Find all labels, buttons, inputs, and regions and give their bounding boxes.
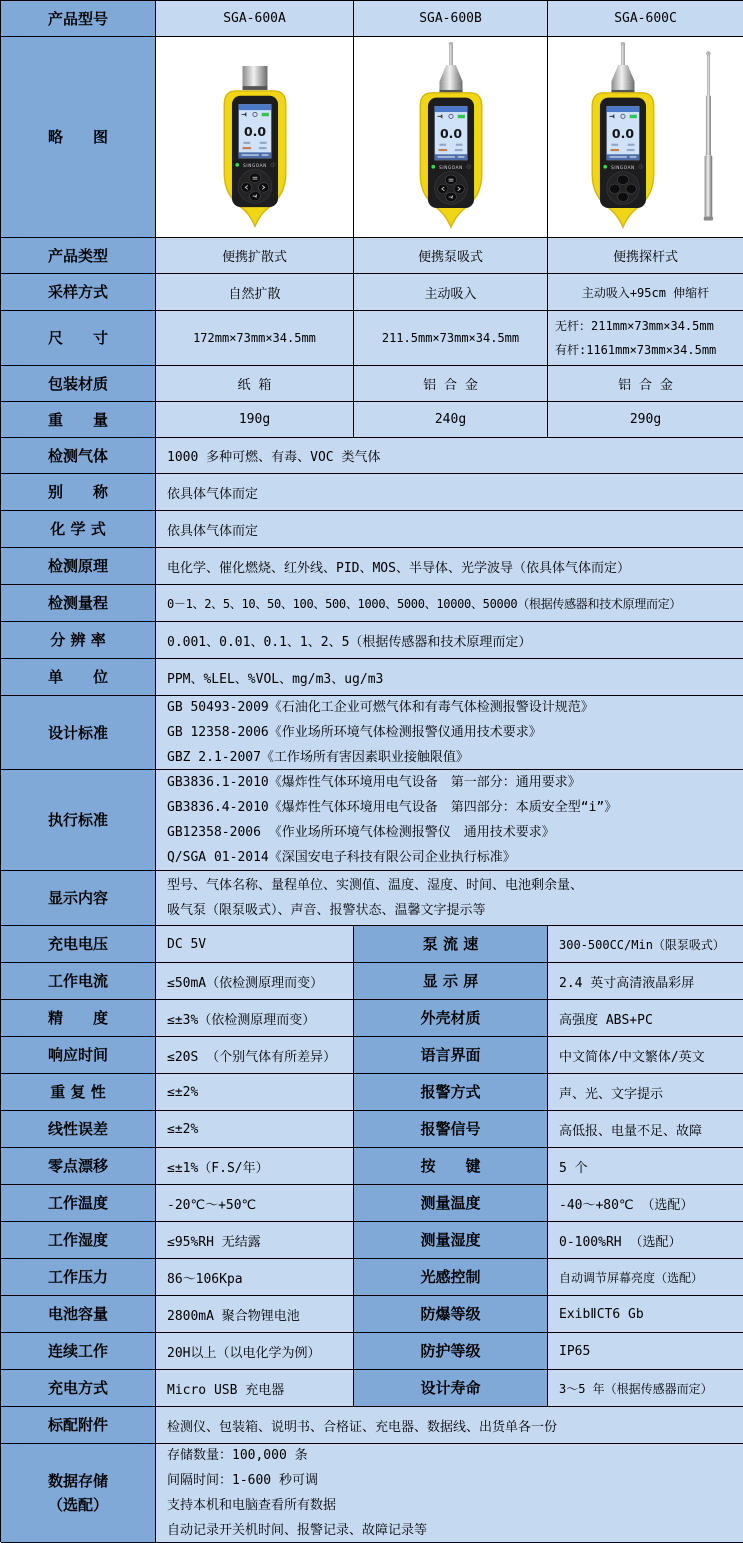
product-type-a: 便携扩散式 <box>156 238 354 274</box>
row-label-design-life: 设计寿命 <box>354 1370 548 1407</box>
brand-label: SINGOAN <box>610 165 635 171</box>
data-storage-label-line1: 数据存储 <box>47 1472 108 1490</box>
working-current-value: ≤50mA（依检测原理而变） <box>156 963 354 1000</box>
alias-value: 依具体气体而定 <box>156 474 743 511</box>
packaging-b: 铝 合 金 <box>354 366 548 402</box>
design-standard-line: GBZ 2.1-2007《工作场所有害因素职业接触限值》 <box>167 750 469 765</box>
product-type-b: 便携泵吸式 <box>354 238 548 274</box>
probe-cone <box>611 65 634 81</box>
telescopic-rod-top <box>707 55 709 95</box>
repeatability-value: ≤±2% <box>156 1074 354 1111</box>
row-label-sketch: 略 图 <box>1 37 156 238</box>
gas-detector-probe-rod-illustration <box>558 41 734 233</box>
design-standard-line: GB 50493-2009《石油化工企业可燃气体和有毒气体检测报警设计规范》 <box>167 700 594 715</box>
device-image-sga-600b <box>354 37 548 238</box>
pump-flow-value: 300-500CC/Min（限泵吸式） <box>548 926 743 963</box>
probe-cone <box>439 65 462 81</box>
data-storage-label-line2: （选配） <box>47 1496 108 1514</box>
row-label-protection-rating: 防护等级 <box>354 1333 548 1370</box>
data-storage-line: 存储数量：100,000 条 <box>167 1448 308 1463</box>
brand-label: SINGOAN <box>438 165 463 171</box>
row-label-battery-capacity: 电池容量 <box>1 1296 156 1333</box>
standard-accessories-value: 检测仪、包装箱、说明书、合格证、充电器、数据线、出货单各一份 <box>156 1407 743 1444</box>
response-time-value: ≤20S （个别气体有所差异） <box>156 1037 354 1074</box>
power-button <box>270 163 274 167</box>
power-button <box>638 165 642 169</box>
row-label-design-standards: 设计标准 <box>1 696 156 770</box>
row-label-repeatability: 重 复 性 <box>1 1074 156 1111</box>
row-label-working-current: 工作电流 <box>1 963 156 1000</box>
row-label-linearity-error: 线性误差 <box>1 1111 156 1148</box>
gas-detector-pump-illustration <box>385 41 517 233</box>
row-label-detection-principle: 检测原理 <box>1 548 156 585</box>
language-value: 中文简体/中文繁体/英文 <box>548 1037 743 1074</box>
detected-gases-value: 1000 多种可燃、有毒、VOC 类气体 <box>156 438 743 474</box>
row-label-sampling: 采样方式 <box>1 274 156 311</box>
chemical-formula-value: 依具体气体而定 <box>156 511 743 548</box>
detection-principle-value: 电化学、催化燃烧、红外线、PID、MOS、半导体、光学波导（依具体气体而定） <box>156 548 743 585</box>
weight-a: 190g <box>156 402 354 438</box>
row-label-weight: 重 量 <box>1 402 156 438</box>
protection-rating-value: IP65 <box>548 1333 743 1370</box>
execution-standard-line: Q/SGA 01-2014《深国安电子科技有限公司企业执行标准》 <box>167 850 516 865</box>
size-a: 172mm×73mm×34.5mm <box>156 311 354 366</box>
buttons-value: 5 个 <box>548 1148 743 1185</box>
row-label-continuous-working: 连续工作 <box>1 1333 156 1370</box>
row-label-resolution: 分 辨 率 <box>1 622 156 659</box>
row-label-accuracy: 精 度 <box>1 1000 156 1037</box>
gas-detector-diffusion-illustration <box>189 41 321 233</box>
device-image-sga-600c <box>548 37 743 238</box>
accuracy-value: ≤±3%（依检测原理而变） <box>156 1000 354 1037</box>
continuous-working-value: 20H以上（以电化学为例） <box>156 1333 354 1370</box>
row-label-display-content: 显示内容 <box>1 871 156 926</box>
data-storage-line: 间隔时间：1-600 秒可调 <box>167 1473 318 1488</box>
row-label-unit: 单 位 <box>1 659 156 696</box>
telescopic-rod-base <box>704 155 712 218</box>
sampling-a: 自然扩散 <box>156 274 354 311</box>
row-label-alias: 别 称 <box>1 474 156 511</box>
power-button <box>466 165 470 169</box>
packaging-a: 纸 箱 <box>156 366 354 402</box>
sampling-b: 主动吸入 <box>354 274 548 311</box>
model-name-sga-600c: SGA-600C <box>548 1 743 37</box>
design-standards-value <box>156 696 743 770</box>
row-label-measure-temperature: 测量温度 <box>354 1185 548 1222</box>
working-temperature-value: -20℃～+50℃ <box>156 1185 354 1222</box>
design-standard-line: GB 12358-2006《作业场所环境气体检测报警仪通用技术要求》 <box>167 725 542 740</box>
execution-standard-line: GB3836.4-2010《爆炸性气体环境用电气设备 第四部分：本质安全型“i”》 <box>167 800 618 815</box>
product-type-c: 便携探杆式 <box>548 238 743 274</box>
row-label-data-storage <box>1 1444 156 1543</box>
sensor-cap <box>242 66 267 89</box>
row-label-light-control: 光感控制 <box>354 1259 548 1296</box>
row-label-working-pressure: 工作压力 <box>1 1259 156 1296</box>
row-label-alarm-signal: 报警信号 <box>354 1111 548 1148</box>
status-led <box>431 165 435 169</box>
linearity-error-value: ≤±2% <box>156 1111 354 1148</box>
alarm-signal-value: 高低报、电量不足、故障 <box>548 1111 743 1148</box>
sampling-c: 主动吸入+95cm 伸缩杆 <box>548 274 743 311</box>
unit-value: PPM、%LEL、%VOL、mg/m3、ug/m3 <box>156 659 743 696</box>
explosion-proof-rating-value: ExibⅡCT6 Gb <box>548 1296 743 1333</box>
row-label-display-screen: 显 示 屏 <box>354 963 548 1000</box>
row-label-alarm-mode: 报警方式 <box>354 1074 548 1111</box>
row-label-working-temperature: 工作温度 <box>1 1185 156 1222</box>
detection-range-value: 0－1、2、5、10、50、100、500、1000、5000、10000、50000（根据传感器和技术原理而定） <box>156 585 743 622</box>
execution-standard-line: GB12358-2006 《作业场所环境气体检测报警仪 通用技术要求》 <box>167 825 555 840</box>
row-label-explosion-proof-rating: 防爆等级 <box>354 1296 548 1333</box>
working-pressure-value: 86～106Kpa <box>156 1259 354 1296</box>
telescopic-rod-tip <box>706 51 711 56</box>
data-storage-line: 支持本机和电脑查看所有数据 <box>167 1498 337 1513</box>
row-label-chemical-formula: 化 学 式 <box>1 511 156 548</box>
execution-standard-line: GB3836.1-2010《爆炸性气体环境用电气设备 第一部分：通用要求》 <box>167 775 581 790</box>
data-storage-value <box>156 1444 743 1543</box>
size-c-without-rod: 无杆：211mm×73mm×34.5mm <box>555 319 714 333</box>
charging-method-value: Micro USB 充电器 <box>156 1370 354 1407</box>
working-humidity-value: ≤95%RH 无结露 <box>156 1222 354 1259</box>
display-content-line: 型号、气体名称、量程单位、实测值、温度、湿度、时间、电池剩余量、 <box>167 878 584 893</box>
row-label-size: 尺 寸 <box>1 311 156 366</box>
device-screen-reading: 0.0 <box>243 124 266 140</box>
alarm-mode-value: 声、光、文字提示 <box>548 1074 743 1111</box>
row-label-working-humidity: 工作湿度 <box>1 1222 156 1259</box>
brand-label: SINGOAN <box>242 163 267 169</box>
measure-humidity-value: 0-100%RH （选配） <box>548 1222 743 1259</box>
row-label-zero-drift: 零点漂移 <box>1 1148 156 1185</box>
weight-c: 290g <box>548 402 743 438</box>
execution-standards-value <box>156 770 743 871</box>
telescopic-rod-mid <box>705 96 710 156</box>
charge-voltage-value: DC 5V <box>156 926 354 963</box>
row-label-measure-humidity: 测量湿度 <box>354 1222 548 1259</box>
data-storage-line: 自动记录开关机时间、报警记录、故障记录等 <box>167 1523 428 1538</box>
probe-rod <box>621 45 624 65</box>
status-led <box>603 165 607 169</box>
display-content-value <box>156 871 743 926</box>
light-control-value: 自动调节屏幕亮度（选配） <box>548 1259 743 1296</box>
row-label-product-type: 产品类型 <box>1 238 156 274</box>
model-name-sga-600a: SGA-600A <box>156 1 354 37</box>
row-label-charge-voltage: 充电电压 <box>1 926 156 963</box>
size-c-with-rod: 有杆:1161mm×73mm×34.5mm <box>555 343 717 357</box>
row-label-housing-material: 外壳材质 <box>354 1000 548 1037</box>
device-image-sga-600a <box>156 37 354 238</box>
row-label-packaging: 包装材质 <box>1 366 156 402</box>
status-led <box>235 163 239 167</box>
zero-drift-value: ≤±1%（F.S/年） <box>156 1148 354 1185</box>
row-label-product-model: 产品型号 <box>1 1 156 37</box>
size-c <box>548 311 743 366</box>
battery-capacity-value: 2800mA 聚合物锂电池 <box>156 1296 354 1333</box>
row-label-execution-standards: 执行标准 <box>1 770 156 871</box>
device-screen-reading: 0.0 <box>611 125 634 141</box>
housing-material-value: 高强度 ABS+PC <box>548 1000 743 1037</box>
display-content-line: 吸气泵（限泵吸式）、声音、报警状态、温馨文字提示等 <box>167 903 486 918</box>
model-name-sga-600b: SGA-600B <box>354 1 548 37</box>
row-label-charging-method: 充电方式 <box>1 1370 156 1407</box>
resolution-value: 0.001、0.01、0.1、1、2、5（根据传感器和技术原理而定） <box>156 622 743 659</box>
design-life-value: 3～5 年（根据传感器而定） <box>548 1370 743 1407</box>
row-label-detected-gases: 检测气体 <box>1 438 156 474</box>
row-label-response-time: 响应时间 <box>1 1037 156 1074</box>
row-label-buttons: 按 键 <box>354 1148 548 1185</box>
device-screen-reading: 0.0 <box>439 125 462 141</box>
weight-b: 240g <box>354 402 548 438</box>
row-label-standard-accessories: 标配附件 <box>1 1407 156 1444</box>
row-label-pump-flow: 泵 流 速 <box>354 926 548 963</box>
size-b: 211.5mm×73mm×34.5mm <box>354 311 548 366</box>
row-label-language: 语言界面 <box>354 1037 548 1074</box>
packaging-c: 铝 合 金 <box>548 366 743 402</box>
row-label-detection-range: 检测量程 <box>1 585 156 622</box>
display-screen-value: 2.4 英寸高清液晶彩屏 <box>548 963 743 1000</box>
probe-rod <box>449 45 452 65</box>
measure-temperature-value: -40～+80℃ （选配） <box>548 1185 743 1222</box>
